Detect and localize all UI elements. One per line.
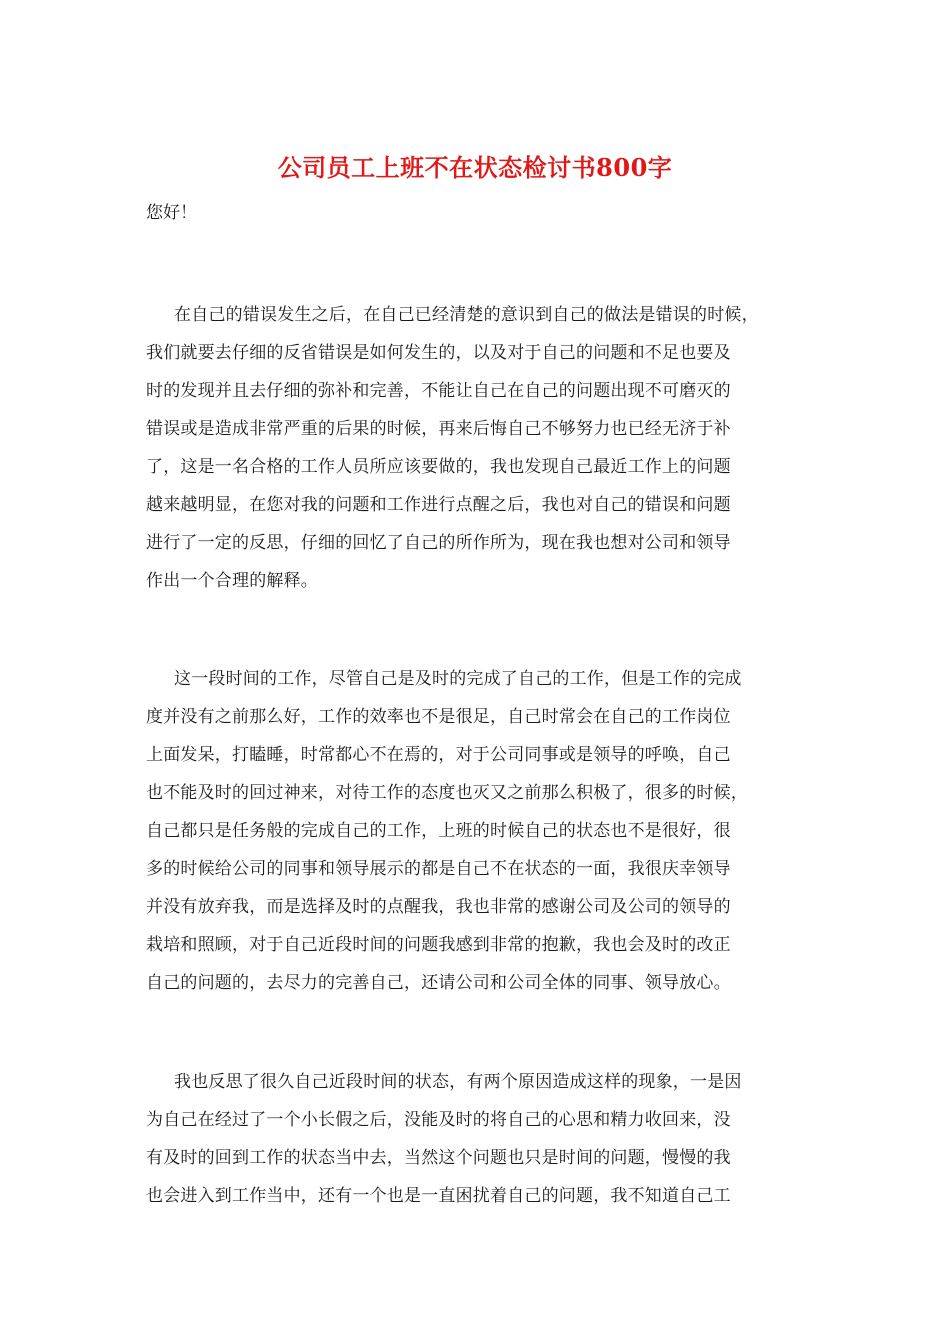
paragraph-line: 我也反思了很久自己近段时间的状态，有两个原因造成这样的现象，一是因 [174,1072,742,1092]
paragraph-line: 也不能及时的回过神来，对待工作的态度也灭又之前那么积极了，很多的时候， [146,783,748,803]
greeting: 您好！ [146,203,197,223]
paragraph-line: 有及时的回到工作的状态当中去，当然这个问题也只是时间的问题，慢慢的我 [146,1148,731,1168]
paragraph-3 [146,1063,816,1215]
paragraph-line: 这一段时间的工作，尽管自己是及时的完成了自己的工作，但是工作的完成 [174,669,742,689]
paragraph-line: 栽培和照顾，对于自己近段时间的问题我感到非常的抱歉，我也会及时的改正 [146,935,731,955]
paragraph-line: 在自己的错误发生之后，在自己已经清楚的意识到自己的做法是错误的时候， [174,305,759,325]
paragraph-line: 并没有放弃我，而是选择及时的点醒我，我也非常的感谢公司及公司的领导的 [146,897,731,917]
paragraph-2 [146,660,816,1002]
paragraph-line: 错误或是造成非常严重的后果的时候，再来后悔自己不够努力也已经无济于补 [146,419,731,439]
paragraph-line: 我们就要去仔细的反省错误是如何发生的，以及对于自己的问题和不足也要及 [146,343,731,363]
paragraph-line: 时的发现并且去仔细的弥补和完善，不能让自己在自己的问题出现不可磨灭的 [146,381,731,401]
paragraph-line: 越来越明显，在您对我的问题和工作进行点醒之后，我也对自己的错误和问题 [146,495,731,515]
paragraph-line: 自己都只是任务般的完成自己的工作，上班的时候自己的状态也不是很好，很 [146,821,731,841]
paragraph-line: 也会进入到工作当中，还有一个也是一直困扰着自己的问题，我不知道自己工 [146,1186,731,1206]
paragraph-line: 度并没有之前那么好，工作的效率也不是很足，自己时常会在自己的工作岗位 [146,707,731,727]
paragraph-line: 上面发呆，打瞌睡，时常都心不在焉的，对于公司同事或是领导的呼唤，自己 [146,745,731,765]
paragraph-line: 为自己在经过了一个小长假之后，没能及时的将自己的心思和精力收回来，没 [146,1110,731,1130]
paragraph-line: 进行了一定的反思，仔细的回忆了自己的所作所为，现在我也想对公司和领导 [146,533,731,553]
document-title: 公司员工上班不在状态检讨书800字 [277,153,673,182]
paragraph-line: 了，这是一名合格的工作人员所应该要做的，我也发现自己最近工作上的问题 [146,457,731,477]
paragraph-line: 自己的问题的，去尽力的完善自己，还请公司和公司全体的同事、领导放心。 [146,973,731,993]
paragraph-1 [146,296,816,600]
paragraph-line: 作出一个合理的解释。 [146,571,318,591]
paragraph-line: 多的时候给公司的同事和领导展示的都是自己不在状态的一面，我很庆幸领导 [146,859,731,879]
